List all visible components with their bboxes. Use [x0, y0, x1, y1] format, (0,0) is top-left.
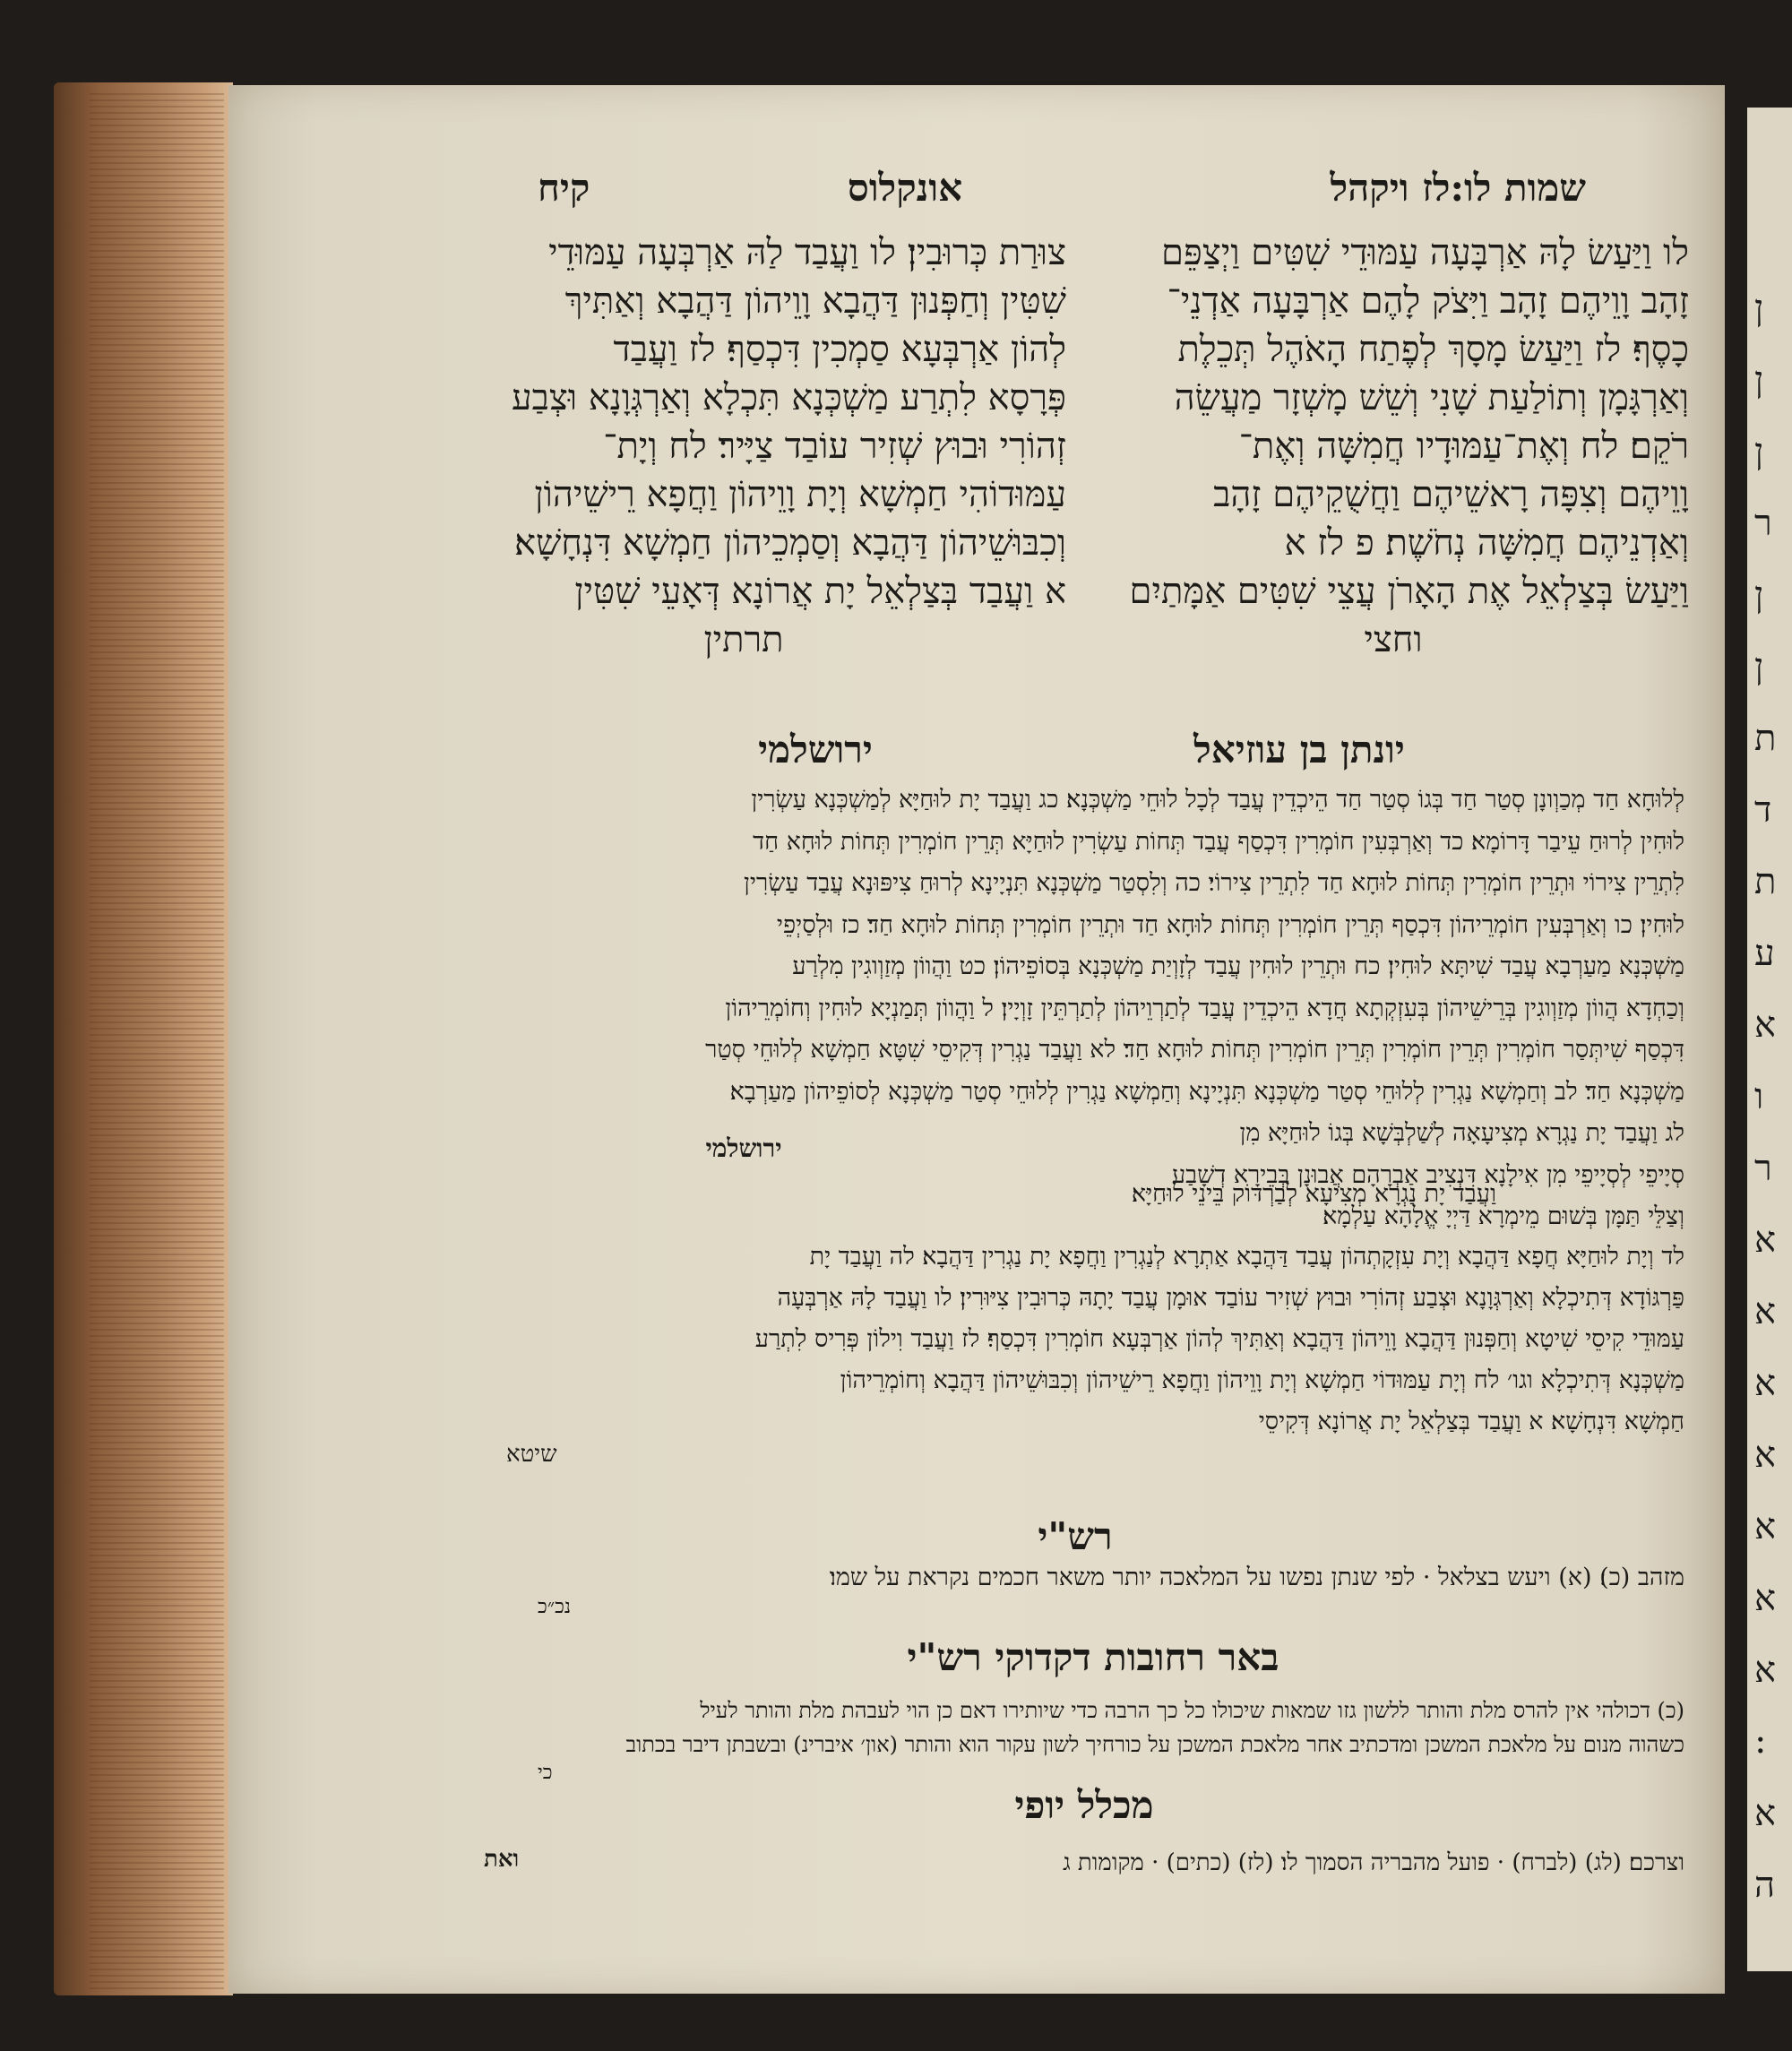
hebrew-text-line: כָסֶף׃ לז וַיַּעַשׂ מָסָךְ לְפֶתַח הָאֹהֶל תְּכֵלֶת: [1177, 329, 1689, 370]
hebrew-text-line: וחצי: [1364, 619, 1423, 660]
onkelos-text-line: וְכִבּוּשֵׁיהוֹן דַּהֲבָא וְסַמְכֵיהוֹן חַמְשָׁא דִּנְחָשָׁא׃: [513, 522, 1066, 564]
next-page-glyph: א: [1754, 1650, 1777, 1691]
next-page-glyph: ע: [1754, 933, 1775, 974]
next-page-glyph: ן: [1754, 359, 1764, 401]
rashi-text: מזהב (כ)׃ (א) ויעש בצלאל · לפי שנתן נפשו על המלאכה יותר משאר חכמים נקראת על שמו׃: [829, 1564, 1684, 1591]
next-page-glyph: ד: [1754, 789, 1772, 831]
yonatan-line: עַמּוּדֵי קִיסֵי שִׁיטָא וְחַפְּנוּן דַּהֲבָא וָוֵיהוֹן דַּהֲבָא וְאַתִּיךְ לְהוֹן אַרְבְּעָא חוֹמְרִין דִּכְסַף׃ לז וַעֲבַד וִילוֹן פְּרִיס לִתְרַע: [754, 1325, 1684, 1353]
next-page-glyph: ו: [1754, 1076, 1764, 1117]
hebrew-text-line: רֹקֵם׃ לח וְאֶת־עַמּוּדָיו חֲמִשָּׁה וְאֶת־: [1238, 426, 1689, 467]
beer-title: באר רחובות דקדוקי רש"י: [907, 1635, 1279, 1679]
next-page-glyph: :: [1754, 1720, 1767, 1762]
yonatan-line: וְצַלֵּי תַּמָּן בְּשׁוּם מֵימְרָא דַּיְיָ אֱלָהָא עַלְמָא׃: [1322, 1202, 1684, 1230]
hebrew-text-line: לו וַיַּעַשׂ לָהּ אַרְבָּעָה עַמּוּדֵי שִׁטִּים וַיְצַפֵּם: [1160, 232, 1689, 273]
yonatan-line: וְכַחְדָא הֲווֹן מְזַוְוגִין בְּרֵישֵׁיהוֹן בְּעִזְקְתָא חֲדָא הֵיכְדֵין עֲבַד לְתַרְוֵיהוֹן לְתַרְתֵּין זָוְיָין׃ ל וַהֲווֹן תְּמַנְיָא לוּחִין וְחוֹמְרֵיהוֹן: [725, 994, 1684, 1022]
yonatan-line: פַּרְגּוֹדָא דְּתִיכְלָא וְאַרְגְּוָנָא וּצְבַע זְהוֹרִי וּבוּץ שְׁזִיר עוֹבַד אוּמָן עֲבַד יָתָהּ כְּרוּבִין צִיּוּרִין׃ לו וַעֲבַד לָהּ אַרְבְּעָה: [777, 1284, 1684, 1312]
header-page-number: קיח: [538, 166, 590, 210]
next-page-glyph: ן: [1754, 431, 1764, 472]
yonatan-line: לוּחִין לְרוּחַ עֵיבַר דָּרוֹמָא׃ כד וְאַרְבְּעִין חוֹמְרִין דִּכְסַף עֲבַד תְּחוֹת עַשְׂרִין לוּחַיָּא תְּרֵין חוֹמְרִין תְּחוֹת לוּחָא חַד: [753, 827, 1684, 856]
yonatan-catchword: שיטא: [506, 1441, 557, 1468]
michlal-catchword: ואת: [484, 1846, 520, 1873]
yerushalmi-inner-text: וַעֲבַד יָת נַגְרָא מְצִיעָא לְבַרְדּוֹק בֵּינֵי לוּחַיָּא׃: [1131, 1180, 1496, 1208]
yonatan-title: יונתן בן עוזיאל: [1193, 728, 1405, 771]
next-page-glyph: א: [1754, 1219, 1777, 1261]
yerushalmi-inner-title: ירושלמי: [705, 1133, 782, 1163]
yonatan-line: מַשְׁכְּנָא חַד׃ לב וְחַמְשָׁא נַגְרִין לְלוּחֵי סְטַר מַשְׁכְּנָא תִּנְיָינָא וְחַמְשָׁא נַגְרִין לְלוּחֵי סְטַר מַשְׁכְּנָא לְסוֹפֵיהוֹן מַעַרְבָא׃: [729, 1077, 1684, 1106]
onkelos-text-line: א וַעֲבַד בְּצַלְאֵל יָת אֲרוֹנָא דְּאָעֵי שִׁטִּין: [574, 571, 1066, 612]
yonatan-line: לִתְרֵין צִירוֹי וּתְרֵין חוֹמְרִין תְּחוֹת לוּחָא חַד לִתְרֵין צִירוֹי׃ כה וְלִסְטַר מַשְׁכְּנָא תִּנְיָינָא לְרוּחַ צִיפּוּנָא עֲבַד עַשְׂרִין: [744, 869, 1684, 897]
hebrew-text-line: זָהָב וָוֵיהֶם זָהָב וַיִּצֹק לָהֶם אַרְבָּעָה אַדְנֵי־: [1167, 280, 1689, 322]
yonatan-line: סְיָיפֵי לְסְיָיפֵי מִן אִילָנָא דִּנְצִיב אַבְרָהָם אֲבוּנָן בְּבֵירָא דְשָׁבַע: [1171, 1160, 1684, 1189]
next-page-glyph: א: [1754, 1506, 1777, 1547]
next-page-glyph: א: [1754, 1435, 1777, 1476]
onkelos-text-column: [421, 228, 1066, 664]
yonatan-line: לד וְיָת לוּחַיָּא חֲפָא דַּהֲבָא וְיָת עִזְקָתְהוֹן עֲבַד דַּהֲבָא אַתְרָא לְנַגְרִין וַחֲפָא יָת נַגְרִין דַּהֲבָא׃ לה וַעֲבַד יָת: [809, 1243, 1684, 1271]
next-page-glyph: א: [1754, 1291, 1777, 1332]
next-page-glyph: א: [1754, 1578, 1777, 1619]
hebrew-text-line: וָוֵיהֶם וְצִפָּה רָאשֵׁיהֶם וַחֲשֻׁקֵיהֶם זָהָב: [1213, 474, 1689, 515]
onkelos-text-line: לְהוֹן אַרְבְּעָא סַמְכִין דִּכְסַף׃ לז וַעֲבַד: [613, 329, 1066, 370]
beer-note: כי: [538, 1762, 553, 1784]
book-edge-texture: [90, 90, 224, 1989]
yonatan-line: לְלוּחָא חַד מְכַוְונָן סְטַר חַד בְּגוֹ סְטַר חַד הֵיכְדֵין עֲבַד לְכָל לוּחֵי מַשְׁכְּנָא׃ כג וַעֲבַד יָת לוּחַיָּא לְמַשְׁכְּנָא עַשְׂרִין: [751, 786, 1684, 814]
onkelos-text-line: צוּרַת כְּרוּבִין׃ לו וַעֲבַד לַהּ אַרְבְּעָה עַמּוּדֵי: [548, 232, 1066, 273]
hebrew-text-line: וְאַדְנֵיהֶם חֲמִשָּׁה נְחֹשֶׁת׃ פ לז א: [1284, 522, 1689, 564]
next-page-strip: [1747, 108, 1792, 1971]
onkelos-text-line: תרתין: [703, 619, 784, 660]
beer-text: [421, 1693, 1684, 1762]
beer-line: כשהוה מנום על מלאכת המשכן ומדכתיב אחר מלאכת המשכן על כורחיך לשון עקור הוא והותר (און׳ איברינ) ובשבתן דיבר בכתוב: [625, 1732, 1684, 1757]
yonatan-line: מַשְׁכְּנָא מַעַרְבָא עֲבַד שִׁיתָּא לוּחִין׃ כח וּתְרֵין לוּחִין עֲבַד לְזָוְיַת מַשְׁכְּנָא בְּסוֹפֵיהוֹן׃ כט וַהֲווֹן מְזַוְוגִין מִלְרַע: [792, 952, 1684, 980]
yonatan-commentary-continued: [421, 1237, 1684, 1443]
yonatan-line: מַשְׁכְּנָא דְּתִיכְלָא וגו׳ לח וְיָת עַמּוּדוֹי חַמְשָׁא וְיָת וָוֵיהוֹן וַחֲפָא רֵישֵׁיהוֹן וְכִבּוּשֵׁיהוֹן דַּהֲבָא וְחוֹמְרֵיהוֹן: [840, 1366, 1684, 1394]
next-page-glyph: ן: [1754, 646, 1764, 687]
hebrew-text-line: וְאַרְגָּמָן וְתוֹלַעַת שָׁנִי וְשֵׁשׁ מָשְׁזָר מַעֲשֵׂה: [1174, 377, 1689, 418]
onkelos-text-line: עַמּוּדוֹהִי חַמְשָׁא וְיָת וָוֵיהוֹן וַחֲפָא רֵישֵׁיהוֹן: [534, 474, 1066, 515]
rashi-note: נכ״כ: [538, 1596, 572, 1618]
onkelos-text-line: פְּרָסָא לִתְרַע מַשְׁכְּנָא תִּכְלָא וְאַרְגְּוָנָא וּצְבַע: [511, 377, 1066, 418]
hebrew-text-line: וַיַּעַשׂ בְּצַלְאֵל אֶת הָאָרֹן עֲצֵי שִׁטִּים אַמָּתַיִם: [1129, 571, 1689, 612]
yonatan-line: חַמְשָׁא דִּנְחָשָׁא׃ א וַעֲבַד בְּצַלְאֵל יָת אֲרוֹנָא דְּקִיסֵי: [1258, 1408, 1684, 1435]
michlal-title: מכלל יופי: [1014, 1783, 1154, 1827]
onkelos-text-line: שִׁטִּין וְחַפְּנוּן דַּהֲבָא וָוֵיהוֹן דַּהֲבָא וְאַתִּיךְ: [564, 280, 1066, 322]
onkelos-text-line: זְהוֹרִי וּבוּץ שְׁזִיר עוֹבַד צַיָּיר׃ לח וְיָת־: [603, 426, 1066, 467]
next-page-glyph: ן: [1754, 288, 1764, 329]
next-page-glyph: ר: [1754, 1148, 1772, 1189]
next-page-glyph: ר: [1754, 503, 1772, 544]
hebrew-text-column: [1098, 228, 1689, 664]
next-page-glyph: ה: [1754, 1865, 1776, 1906]
header-right: שמות לו:לז ויקהל: [1330, 166, 1586, 210]
next-page-glyph: ת: [1754, 718, 1777, 759]
yonatan-commentary: [421, 780, 1684, 1238]
michlal-text: וצרכם׃ (לג) (לברח) · פועל מהבריה הסמוך לו׃ (לז) (כתים) · מקומות ג: [1063, 1849, 1684, 1876]
next-page-glyph: א: [1754, 1793, 1777, 1834]
next-page-glyph: א: [1754, 1363, 1777, 1404]
yonatan-line: לוּחִין׃ כו וְאַרְבְּעִין חוֹמְרֵיהוֹן דִּכְסַף תְּרֵין חוֹמְרִין תְּחוֹת לוּחָא חַד וּתְרֵין חוֹמְרִין תְּחוֹת לוּחָא חַד׃ כז וּלְסַיְפֵי: [776, 910, 1684, 939]
next-page-glyph: א: [1754, 1004, 1777, 1046]
yonatan-line: דִּכְסַף שִׁיתְּסַר חוֹמְרִין תְּרֵין חוֹמְרִין תְּרֵין חוֹמְרִין תְּחוֹת לוּחָא חַד׃ לא וַעֲבַד נַגְרִין דְּקִיסֵי שִׁטָּא חַמְשָׁא לְלוּחֵי סְטַר: [705, 1036, 1684, 1064]
next-page-glyph: ן: [1754, 574, 1764, 616]
yonatan-line: לג וַעֲבַד יָת נַגְרָא מְצִיעָאָה לְשַׁלְבְּשָׁא בְּגוֹ לוּחַיָּא מִן: [1239, 1119, 1684, 1147]
header-center: אונקלוס: [847, 166, 963, 210]
rashi-title: רש"י: [1038, 1514, 1113, 1558]
next-page-glyph: ת: [1754, 861, 1777, 902]
yerushalmi-title: ירושלמי: [758, 728, 873, 771]
beer-line: (כ) דכולהי אין להרס מלת והותר ללשון גזו שמאות שיכולו כל כך הרבה כדי שיותירו דאם כן הוי לעבהת מלת והותר לעיל: [700, 1698, 1684, 1723]
